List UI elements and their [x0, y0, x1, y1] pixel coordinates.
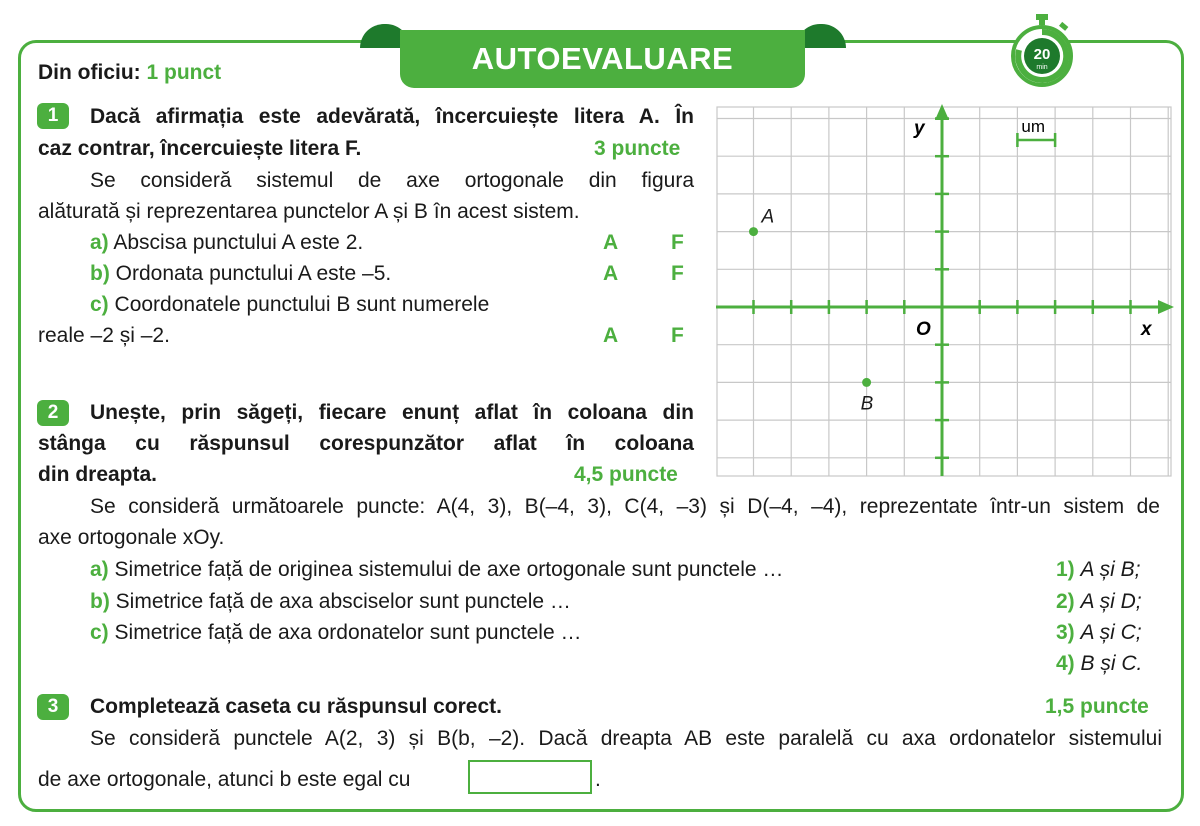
stopwatch-icon	[1010, 12, 1074, 88]
point-b-label: B	[860, 393, 874, 415]
ex1-item-a-letter: a)	[90, 231, 109, 254]
ex2-left-c-letter: c)	[90, 621, 109, 644]
ex2-right-1[interactable]	[1056, 558, 1140, 582]
ex2-right-1-text: A și B;	[1080, 558, 1141, 581]
ex1-intro-line1-text: Se consideră sistemul de axe ortogonale din figura	[90, 169, 694, 192]
ex1-intro-line2: alăturată și reprezentarea punctelor A și B în acest sistem.	[38, 200, 580, 223]
point-a-label: A	[761, 206, 775, 228]
ex1-item-b-false-option[interactable]: F	[671, 262, 684, 285]
ex1-points: 3 puncte	[594, 137, 681, 160]
timer-value: 20	[1033, 46, 1051, 63]
ex3-title: Completează caseta cu răspunsul corect.	[90, 695, 502, 718]
ex1-item-c	[90, 293, 489, 317]
ex2-right-2[interactable]	[1056, 590, 1142, 614]
ex2-right-3-text: A și C;	[1080, 621, 1142, 644]
ex1-item-c-false-option[interactable]: F	[671, 324, 684, 347]
ex2-left-c[interactable]	[90, 621, 581, 645]
ex2-intro-line1	[90, 495, 1160, 519]
ex2-title-line2	[38, 432, 694, 456]
point-b-dot	[862, 378, 871, 387]
ex1-item-b-text: Ordonata punctului A este –5.	[115, 262, 392, 285]
ex3-points: 1,5 puncte	[1045, 695, 1149, 718]
ex1-intro-line1	[90, 169, 694, 193]
ex1-item-b-letter: b)	[90, 262, 110, 285]
coordinate-graph	[700, 100, 1180, 480]
ex3-line2: de axe ortogonale, atunci b este egal cu	[38, 768, 411, 791]
ex2-left-b-text: Simetrice față de axa absciselor sunt punctele …	[115, 590, 571, 613]
ex2-right-2-text: A și D;	[1080, 590, 1142, 613]
ex2-left-b[interactable]	[90, 590, 571, 614]
ex2-left-a[interactable]	[90, 558, 783, 582]
ex3-line1	[90, 727, 1162, 751]
ex2-right-1-num: 1)	[1056, 558, 1075, 581]
ex2-title-line2-text: stânga cu răspunsul corespunzător aflat în coloana	[38, 432, 694, 455]
exercise-1-badge: 1	[37, 103, 69, 129]
ex2-title-line3: din dreapta.	[38, 463, 158, 486]
ex1-item-a-false-option[interactable]: F	[671, 231, 684, 254]
point-a-dot	[749, 227, 758, 236]
ex2-intro-line1-text: Se consideră următoarele puncte: A(4, 3), B(–4, 3), C(4, –3) și D(–4, –4), reprezentate într-un sistem de	[90, 495, 1160, 518]
ex1-item-b	[90, 262, 391, 286]
ex1-item-c-text: Coordonatele punctului B sunt numerele	[114, 293, 490, 316]
din-oficiu-label: Din oficiu:	[38, 61, 141, 84]
ex2-title-line1	[90, 401, 694, 425]
ex2-right-3[interactable]	[1056, 621, 1142, 645]
answer-box[interactable]	[468, 760, 592, 794]
origin-label: O	[916, 319, 931, 340]
ex1-item-c-text2: reale –2 și –2.	[38, 324, 170, 347]
ex1-item-b-true-option[interactable]: A	[603, 262, 619, 285]
ex2-left-a-letter: a)	[90, 558, 109, 581]
ex1-item-a	[90, 231, 363, 255]
page-title: AUTOEVALUARE	[400, 30, 805, 88]
din-oficiu-line	[38, 61, 221, 85]
ex2-left-c-text: Simetrice față de axa ordonatelor sunt punctele …	[114, 621, 582, 644]
x-axis-label: x	[1141, 319, 1152, 340]
y-axis-label: y	[914, 118, 925, 139]
ex2-right-4-num: 4)	[1056, 652, 1075, 675]
exercise-3-badge: 3	[37, 694, 69, 720]
ex1-item-c-letter: c)	[90, 293, 109, 316]
ex2-left-b-letter: b)	[90, 590, 110, 613]
ex1-item-c-true-option[interactable]: A	[603, 324, 619, 347]
unit-label: um	[1021, 117, 1046, 136]
ex2-right-4[interactable]	[1056, 652, 1142, 676]
ex2-right-3-num: 3)	[1056, 621, 1075, 644]
ex2-left-a-text: Simetrice față de originea sistemului de axe ortogonale sunt punctele …	[114, 558, 784, 581]
ex2-title-line1-text: Unește, prin săgeți, fiecare enunț aflat în coloana din	[90, 401, 694, 424]
ex1-item-a-true-option[interactable]: A	[603, 231, 619, 254]
exercise-2-badge: 2	[37, 400, 69, 426]
ex2-right-4-text: B și C.	[1080, 652, 1143, 675]
ex2-right-2-num: 2)	[1056, 590, 1075, 613]
ex1-title-line1-text: Dacă afirmația este adevărată, încercuiește litera A. În	[90, 105, 694, 128]
ex2-intro-line2: axe ortogonale xOy.	[38, 526, 225, 549]
din-oficiu-points: 1 punct	[146, 61, 222, 84]
ex1-title-line1	[90, 105, 694, 129]
timer-unit: min	[1036, 64, 1048, 71]
ex1-title-line2: caz contrar, încercuiește litera F.	[38, 137, 362, 160]
ex3-line2-end: .	[595, 768, 601, 791]
ex3-line1-text: Se consideră punctele A(2, 3) și B(b, –2). Dacă dreapta AB este paralelă cu axa ordonatelor sistemului	[90, 727, 1162, 750]
ex2-points: 4,5 puncte	[574, 463, 678, 486]
ex1-item-a-text: Abscisa punctului A este 2.	[113, 231, 364, 254]
